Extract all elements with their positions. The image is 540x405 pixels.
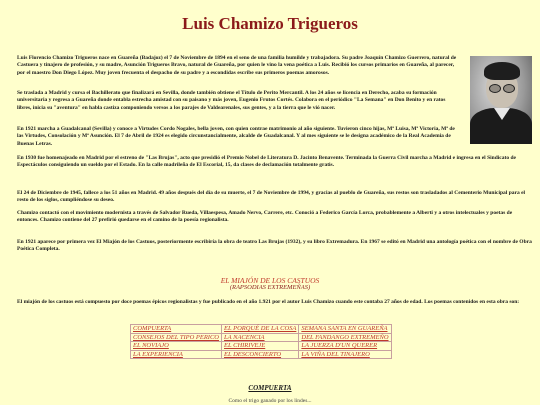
portrait-photo: [470, 56, 532, 144]
poem-link[interactable]: LA JUERZA D'UN QUERER: [301, 342, 378, 350]
section-subtitle: (RAPSODIAS EXTREMEÑAS): [229, 284, 311, 291]
poem-link[interactable]: EL NOVIAJO: [133, 342, 169, 350]
section-title: EL MIAJÓN DE LOS CASTUOS: [220, 276, 320, 285]
poem-heading: [0, 384, 540, 392]
section-intro: El miajón de los castuos está compuesto por doce poemas épicos regionalistas y fue publicado en el año 1.921 por el autor Luis Chamizo cuando este contaba 27 años de edad. Los poemas contenidos en esta obra son:: [17, 299, 520, 305]
poem-link[interactable]: EL CHIRIVEJE: [224, 342, 266, 350]
poem-link[interactable]: LA NACENCIA: [224, 333, 265, 341]
poem-link[interactable]: CONSEJOS DEL TIPO PERICO: [133, 333, 220, 341]
poem-link[interactable]: EL DESCONCIERTO: [224, 350, 282, 358]
poem-link[interactable]: SEMANA SANTA EN GUAREÑA: [301, 325, 388, 333]
bio-paragraph-1: Luis Florencio Chamizo Trigueros nace en Guareña (Badajoz) el 7 de Noviembre de 1894 en el seno de una familia humilde y trabajadora. Su padre Joaquín Chamizo Guerrero, natural de Castuera y tinajero de profesión, y su madre, Asunción Trigueros Bravo, natural de Guareña, por quien le vino la vena poética a Luis. Recibió los cursos primarios en Guareña, al parecer, por el maestro Don Diego López. Muy joven frecuenta el despacho de su padre y a escondidas escribe sus primeros poemas amorosos.: [17, 55, 457, 76]
poems-table: [130, 324, 392, 359]
table-row: [131, 325, 392, 334]
poem-link[interactable]: EL PORQUÉ DE LA COSA: [224, 325, 297, 333]
poem-link[interactable]: LA VIÑA DEL TINAJERO: [301, 350, 370, 358]
table-row: [131, 333, 392, 342]
poem-link[interactable]: LA EXPERIENCIA: [133, 350, 183, 358]
poem-first-line: Como el trigo ganado por los lindes...: [228, 398, 312, 404]
table-row: [131, 350, 392, 359]
bio-paragraph-7: En 1921 aparece por primera vez El Miajón de los Castuos, posteriormente escribiría la obra de teatro Las Brujas (1932), y su libro Extremadura. En 1967 se editó en Madrid una antología poética con el nombre de Obra Poética Completa.: [17, 239, 532, 253]
bio-paragraph-5: El 24 de Diciembre de 1945, fallece a los 51 años en Madrid. 49 años después del día de su muerte, el 7 de Noviembre de 1994, y gracias al pueblo de Guareña, sus restos son trasladados al Cementerio Municipal para el resto de los siglos, cumpliéndose su deseo.: [17, 190, 526, 204]
bio-paragraph-6: Chamizo contactó con el movimiento modernista a través de Salvador Rueda, Villaespesa, Amado Nervo, Carrere, etc. Conoció a Federico García Lorca, probablemente a Alberti y a otros intelectuales y poetas de entonces. Chamizo contiene del 27 prefirió quedarse en el camino de la poesía regionalista.: [17, 210, 513, 224]
bio-paragraph-2: Se traslada a Madrid y cursa el Bachillerato que finalizará en Sevilla, donde también obtiene el Título de Perito Mercantil. A los 24 años se licencia en Derecho, acaba su formación universitaria y regresa a Guareña donde entabla estrecha amistad con su paisano y más joven, Eugenio Frutos Cortés. Colabora en el periódico "La Semana" en Don Benito y en ratos libres, inicia su "aventura" en habla castiza componiendo versos a los parajes de Valdearenales, sus gentes, y a la tierra que le vió nacer.: [17, 90, 446, 111]
bio-paragraph-4: En 1930 fue homenajeado en Madrid por el estreno de "Las Brujas", acto que presidió el Premio Nobel de Literatura D. Jacinto Benavente. Terminada la Guerra Civil marcha a Madrid e ingresa en el Sindicato de Espectáculos consiguiendo un sueldo por el Estado. En la calle madrileña de El Escorial, 15, da clases de declamación totalmente gratis.: [17, 155, 516, 169]
table-row: [131, 342, 392, 351]
poem-link[interactable]: COMPUERTA: [133, 325, 172, 333]
poem-heading-link[interactable]: COMPUERTA: [248, 384, 292, 392]
page-title: Luis Chamizo Trigueros: [182, 14, 358, 33]
bio-paragraph-3: En 1921 marcha a Guadalcanal (Sevilla) y conoce a Virtudes Cordo Nogales, bella joven, con quien contrae matrimonio al año siguiente. Tuvieron cinco hijas, Mª Luisa, Mª Victoria, Mª de las Virtudes, Consolación y Mª Asunción. El 7 de Abril de 1924 es elegido circunstancialmente, alcalde de Guadalcanal. Y al mes siguiente se le designa académico de la Real Academia de Buenas Letras.: [17, 126, 455, 147]
poem-link[interactable]: DEL FANDANGO EXTREMEÑO: [301, 333, 389, 341]
